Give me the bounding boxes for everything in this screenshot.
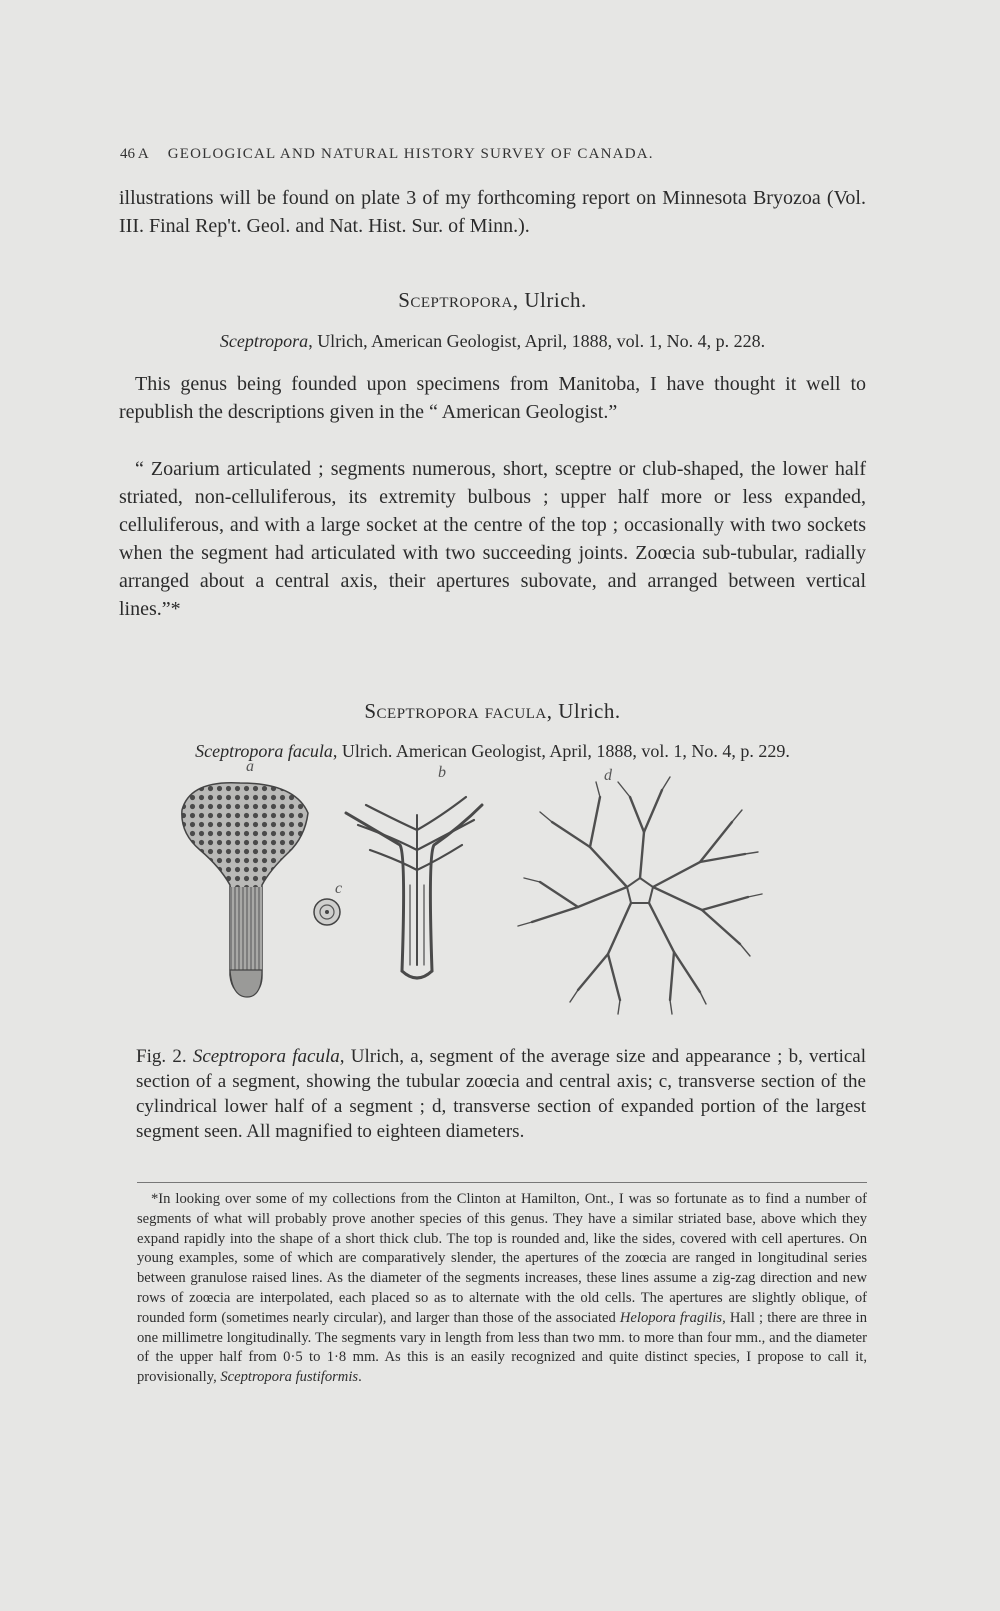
species-name: Sceptropora facula bbox=[364, 699, 547, 723]
footnote-text-start: *In looking over some of my collections from the Clinton at Hamilton, Ont., I was so fortunate as to find a number of segments of what will probably prove another species of this genus. They have a similar striated base, above which they expand rapidly into the shape of a short thick club. The top is rounded and, like the sides, covered with cell apertures. On young examples, some of which are comparatively slender, the apertures of the zoœcia are ranged in longitudinal series between granulose raised lines. As the diameter of the segments increases, these lines assume a zig-zag direction and new rows of zoœcia are interpolated, each placed so as to alternate with the old cells. The apertures are slightly oblique, of rounded form (sometimes nearly circular), and larger than those of the associated bbox=[137, 1191, 867, 1326]
figure-caption bbox=[136, 1044, 866, 1144]
label-b: b bbox=[438, 764, 446, 781]
caption-species: Sceptropora facula bbox=[192, 1046, 340, 1067]
species-citation-name: Sceptropora facula bbox=[195, 741, 333, 761]
footnote-italic-fustiformis: Sceptropora fustiformis bbox=[220, 1369, 359, 1386]
genus-heading bbox=[119, 286, 866, 314]
label-d: d bbox=[604, 767, 612, 784]
genus-description: “ Zoarium articulated ; segments numerous, short, sceptre or club-shaped, the lower half striated, non-celluliferous, its extremity bulbous ; upper half more or less expanded, celluliferous, and with a large socket at the centre of the top ; occasionally with two sockets when the segment had articulated with two succeeding joints. Zoœcia sub-tubular, radially arranged about a central axis, their apertures subovate, and arranged between vertical lines.”* bbox=[119, 458, 866, 620]
species-heading bbox=[119, 697, 866, 725]
species-author: , Ulrich. bbox=[546, 699, 621, 723]
footnote bbox=[137, 1190, 867, 1388]
caption-text: , Ulrich, a, segment of the average size and appearance ; b, vertical section of a segment, showing the tubular zoœcia and central axis; c, transverse section of the cylindrical lower half of a segment ; d, transverse section of expanded portion of the largest segment seen. All magnified to eighteen diameters. bbox=[136, 1046, 867, 1142]
label-a: a bbox=[246, 758, 254, 775]
species-citation bbox=[119, 737, 866, 765]
figure-2 bbox=[170, 758, 870, 1040]
intro-paragraph: illustrations will be found on plate 3 of my forthcoming report on Minnesota Bryozoa (Vol. III. Final Rep't. Geol. and Nat. Hist. Sur. of Minn.). bbox=[119, 187, 866, 237]
section-d-drawing bbox=[518, 767, 762, 1014]
footnote-text-end: . bbox=[358, 1369, 362, 1386]
running-head bbox=[120, 146, 800, 163]
caption-fig-number: Fig. 2. bbox=[136, 1046, 187, 1067]
genus-citation bbox=[119, 327, 866, 355]
genus-citation-rest: , Ulrich, American Geologist, April, 1888, vol. 1, No. 4, p. 228. bbox=[308, 331, 766, 351]
figure-illustration bbox=[170, 758, 870, 1040]
genus-paragraph-1: This genus being founded upon specimens from Manitoba, I have thought it well to republish the descriptions given in the “ American Geologist.” bbox=[119, 373, 866, 423]
running-title: GEOLOGICAL AND NATURAL HISTORY SURVEY OF CANADA. bbox=[167, 146, 654, 162]
label-c: c bbox=[335, 880, 343, 897]
page-number: 46 A bbox=[120, 146, 149, 162]
genus-name: Sceptropora bbox=[398, 288, 513, 312]
species-citation-rest: , Ulrich. American Geologist, April, 1888, vol. 1, No. 4, p. 229. bbox=[332, 741, 790, 761]
genus-author: , Ulrich. bbox=[512, 288, 587, 312]
segment-a-drawing bbox=[182, 758, 308, 997]
footnote-rule bbox=[137, 1182, 867, 1183]
footnote-italic-helopora: Helopora fragilis bbox=[619, 1309, 723, 1326]
section-c-drawing bbox=[314, 880, 342, 925]
section-b-drawing bbox=[346, 764, 482, 978]
footnote-text-mid: , Hall ; there are three in one millimetre longitudinally. The segments vary in length from less than two mm. to more than four mm., and the diameter of the upper half from 0·5 to 1·8 mm. As this is an easily recognized and quite distinct species, I propose to call it, provisionally, bbox=[137, 1309, 867, 1386]
genus-citation-name: Sceptropora bbox=[219, 331, 309, 351]
